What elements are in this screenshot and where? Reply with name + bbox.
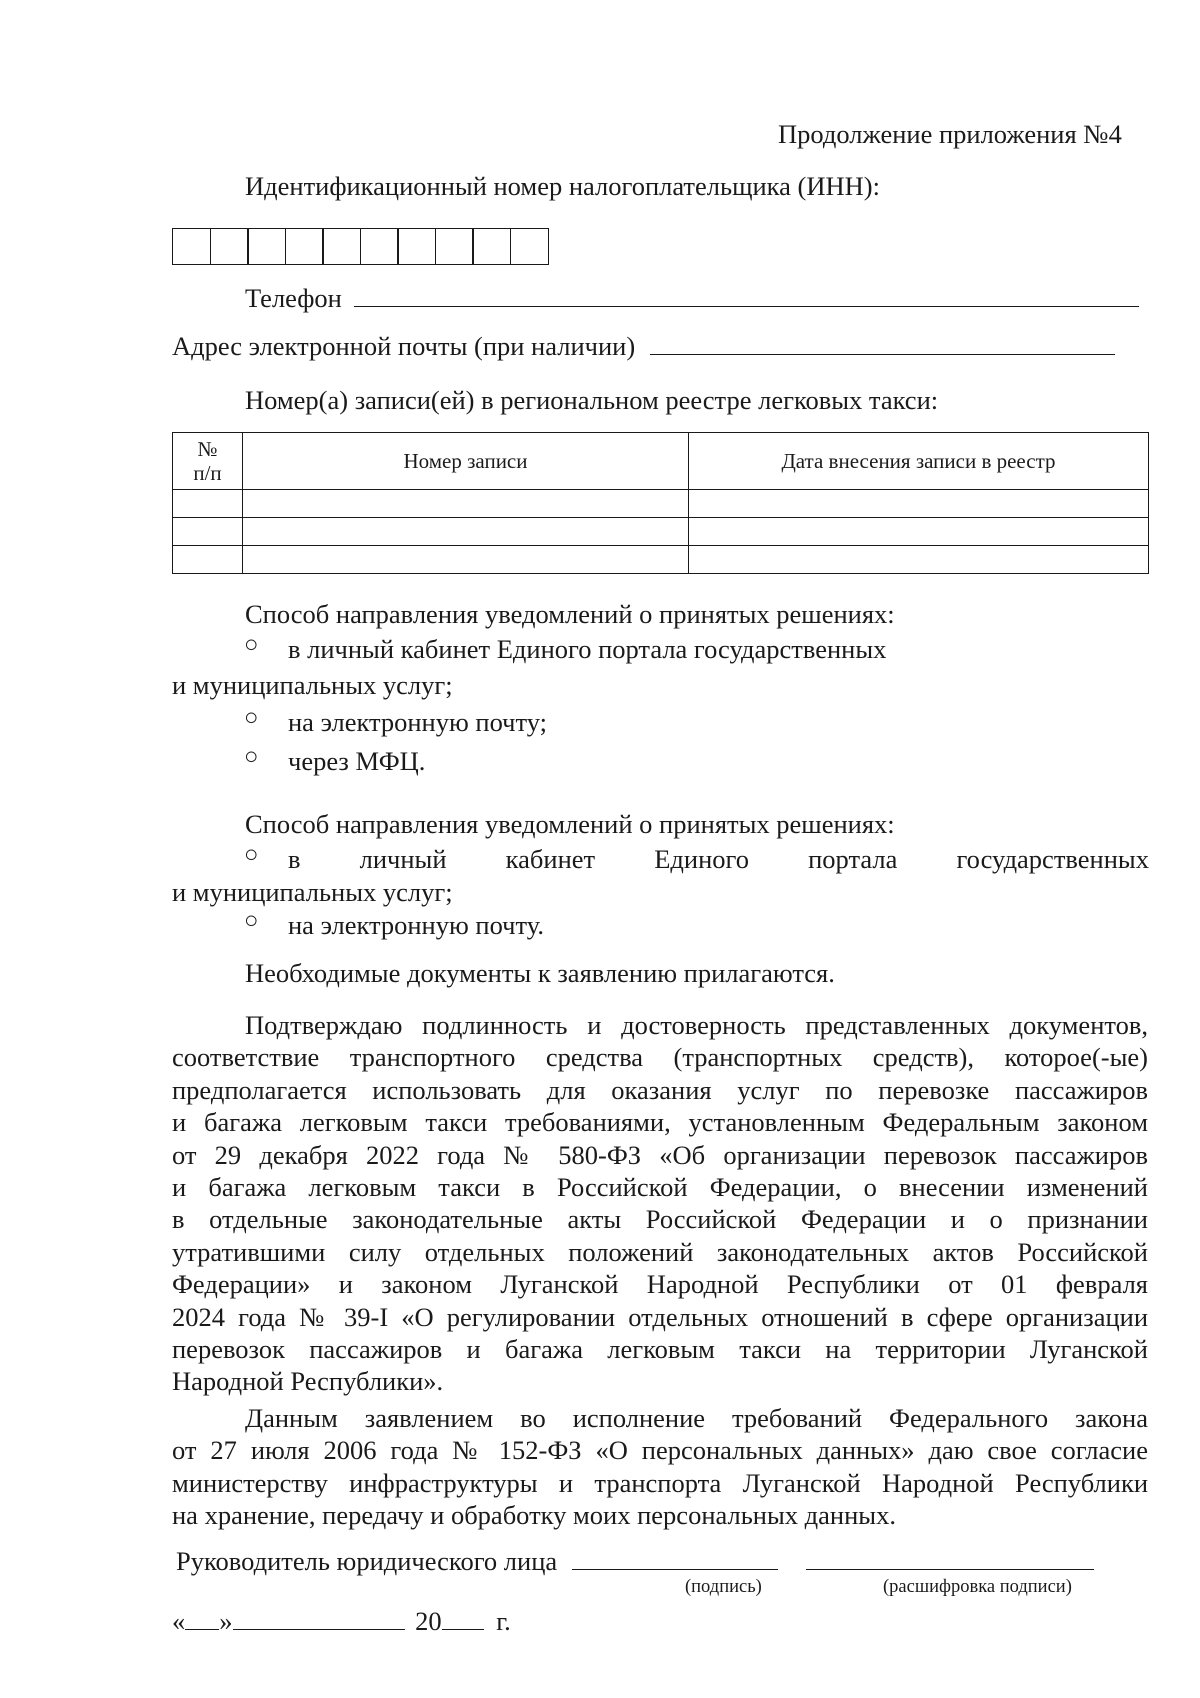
notify1-opt2-radio[interactable]: ○: [244, 705, 259, 731]
email-label: Адрес электронной почты (при наличии): [172, 331, 636, 361]
paragraph-line: Данным заявлением во исполнение требований Федерального закона: [245, 1403, 1148, 1433]
date-month-field[interactable]: [233, 1607, 405, 1630]
notify1-opt1-label-cont: и муниципальных услуг;: [172, 670, 453, 700]
paragraph-line: от 27 июля 2006 года № 152-ФЗ «О персональных данных» даю свое согласие: [172, 1435, 1148, 1466]
row2-date-cell[interactable]: [689, 518, 1149, 546]
paragraph-line: и багажа легковым такси в Российской Федерации, о внесении изменений: [172, 1172, 1148, 1202]
phone-field[interactable]: [354, 284, 1139, 307]
registry-header-row: [173, 433, 1149, 490]
notify1-opt1-radio[interactable]: ○: [244, 632, 259, 658]
date-year-prefix: 20: [415, 1606, 442, 1636]
paragraph-line: Подтверждаю подлинность и достоверность представленных документов,: [245, 1010, 1148, 1040]
registry-table: [172, 432, 1149, 574]
email-row: [172, 330, 1115, 362]
paragraph-line: предполагается использовать для оказания услуг по перевозке пассажиров: [172, 1074, 1148, 1105]
email-field[interactable]: [650, 332, 1115, 355]
paragraph-line: перевозок пассажиров и багажа легковым такси на территории Луганской: [172, 1334, 1148, 1364]
notify2-title: Способ направления уведомлений о принятых решениях:: [245, 809, 895, 839]
row1-record-cell[interactable]: [243, 490, 689, 518]
row2-record-cell[interactable]: [243, 518, 689, 546]
notify2-opt1-word: личный: [359, 844, 447, 874]
notify2-opt2-radio[interactable]: ○: [244, 908, 259, 934]
paragraph-line: министерству инфраструктуры и транспорта Луганской Народной Республики: [172, 1467, 1148, 1498]
inn-digit-cell[interactable]: [510, 228, 549, 265]
signature-caption: (подпись): [685, 1577, 762, 1597]
inn-label: Идентификационный номер налогоплательщика (ИНН):: [245, 171, 880, 201]
col-number-line1: №: [197, 437, 218, 461]
col-number-header: [173, 433, 243, 490]
signature-label: Руководитель юридического лица: [176, 1546, 558, 1576]
notify1-title: Способ направления уведомлений о принятых решениях:: [245, 599, 895, 629]
paragraph-line: 2024 года № 39-I «О регулировании отдельных отношений в сфере организации: [172, 1301, 1148, 1332]
row3-date-cell[interactable]: [689, 546, 1149, 574]
notify2-opt1-word: Единого: [654, 844, 749, 874]
paragraph-line: утратившими силу отдельных положений законодательных актов Российской: [172, 1236, 1148, 1267]
notify2-opt1-label-cont: и муниципальных услуг;: [172, 877, 453, 907]
inn-digit-cell[interactable]: [360, 228, 399, 265]
notify2-opt2-label: на электронную почту.: [288, 910, 544, 940]
date-year-field[interactable]: [442, 1607, 484, 1630]
notify2-opt1-label: [288, 843, 1149, 875]
row1-date-cell[interactable]: [689, 490, 1149, 518]
paragraph-line: соответствие транспортного средства (транспортных средств), которое(-ые): [172, 1042, 1148, 1073]
table-row: [173, 518, 1149, 546]
notify2-opt1-word: в: [288, 844, 301, 874]
signature-field[interactable]: [572, 1547, 778, 1570]
paragraph-line: от 29 декабря 2022 года № 580-ФЗ «Об организации перевозок пассажиров: [172, 1139, 1148, 1170]
signature-decode-field[interactable]: [806, 1547, 1094, 1570]
signature-row: [176, 1545, 1094, 1577]
date-open-quote: «: [172, 1606, 186, 1636]
notify1-opt3-radio[interactable]: ○: [244, 744, 259, 770]
notify2-opt1-radio[interactable]: ○: [244, 842, 259, 868]
inn-digit-cell[interactable]: [285, 228, 324, 265]
paragraph-line: на хранение, передачу и обработку моих персональных данных.: [172, 1500, 896, 1531]
inn-digit-cell[interactable]: [172, 228, 211, 265]
inn-digit-cell[interactable]: [435, 228, 474, 265]
row2-number-cell[interactable]: [173, 518, 243, 546]
notify1-opt3-label: через МФЦ.: [288, 746, 426, 776]
row3-number-cell[interactable]: [173, 546, 243, 574]
col-number-line2: п/п: [193, 461, 222, 485]
date-year-suffix: г.: [496, 1606, 511, 1636]
paragraph-line: Народной Республики».: [172, 1366, 444, 1397]
phone-row: [245, 282, 1139, 314]
col-record-number-header: Номер записи: [243, 433, 689, 490]
paragraph-line: в отдельные законодательные акты Российской Федерации и о признании: [172, 1204, 1148, 1235]
inn-digit-cell[interactable]: [472, 228, 511, 265]
inn-digit-cell[interactable]: [397, 228, 436, 265]
col-record-date-header: Дата внесения записи в реестр: [689, 433, 1149, 490]
inn-digit-cell[interactable]: [247, 228, 286, 265]
inn-cells[interactable]: [172, 228, 549, 265]
table-row: [173, 490, 1149, 518]
table-row: [173, 546, 1149, 574]
registry-label: Номер(а) записи(ей) в региональном реестре легковых такси:: [245, 385, 939, 415]
notify2-opt1-word: государственных: [956, 844, 1149, 874]
paragraph-line: и багажа легковым такси требованиями, установленным Федеральным законом: [172, 1107, 1148, 1138]
date-day-field[interactable]: [185, 1607, 219, 1630]
inn-digit-cell[interactable]: [210, 228, 249, 265]
signature-decode-caption: (расшифровка подписи): [883, 1577, 1072, 1597]
row1-number-cell[interactable]: [173, 490, 243, 518]
phone-label: Телефон: [245, 283, 342, 313]
paragraph-line: Федерации» и законом Луганской Народной Республики от 01 февраля: [172, 1269, 1148, 1300]
notify2-opt1-word: портала: [808, 844, 898, 874]
date-close-quote: »: [219, 1606, 233, 1636]
notify1-opt1-label: в личный кабинет Единого портала государственных: [288, 634, 887, 664]
docs-attached-text: Необходимые документы к заявлению прилагаются.: [245, 958, 835, 988]
row3-record-cell[interactable]: [243, 546, 689, 574]
notify1-opt2-label: на электронную почту;: [288, 707, 547, 737]
date-row: [172, 1605, 511, 1637]
inn-digit-cell[interactable]: [322, 228, 361, 265]
continuation-header: Продолжение приложения №4: [778, 119, 1122, 149]
notify2-opt1-word: кабинет: [505, 844, 596, 874]
